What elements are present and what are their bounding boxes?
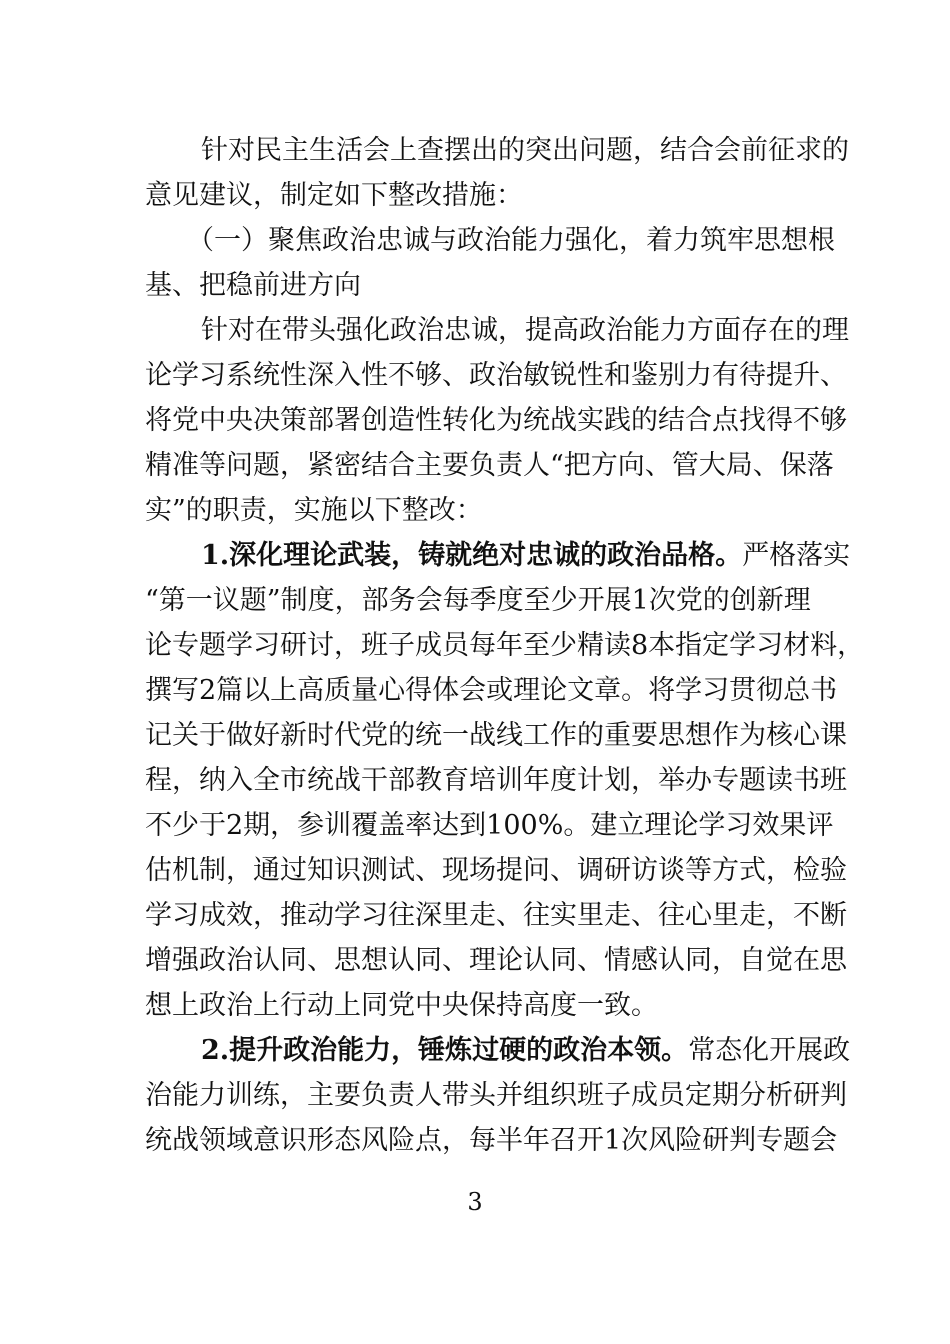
heading-line: （一）聚焦政治忠诚与政治能力强化，着力筑牢思想根 bbox=[187, 225, 835, 256]
document-body bbox=[145, 128, 865, 1163]
text-line: 撰写2篇以上高质量心得体会或理论文章。将学习贯彻总书 bbox=[145, 675, 838, 706]
text-line: “第一议题”制度，部务会每季度至少开展1次党的创新理 bbox=[145, 585, 811, 616]
section-heading bbox=[145, 218, 835, 308]
text-line: 论专题学习研讨，班子成员每年至少精读8本指定学习材料， bbox=[145, 630, 865, 661]
text-line: 不少于2期，参训覆盖率达到100%。建立理论学习效果评 bbox=[145, 810, 834, 841]
text-line: 针对民主生活会上查摆出的突出问题，结合会前征求的 bbox=[201, 135, 849, 166]
text-line: 统战领域意识形态风险点，每半年召开1次风险研判专题会 bbox=[145, 1125, 838, 1156]
measure-2-paragraph bbox=[145, 1028, 851, 1163]
text-line: 精准等问题，紧密结合主要负责人“把方向、管大局、保落 bbox=[145, 450, 834, 481]
text-line: 学习成效，推动学习往深里走、往实里走、往心里走，不断 bbox=[145, 900, 847, 931]
text-line: 实”的职责，实施以下整改： bbox=[145, 495, 483, 526]
text-span: 严格落实 bbox=[742, 540, 851, 571]
heading-line: 基、把稳前进方向 bbox=[145, 270, 361, 301]
text-line: 意见建议，制定如下整改措施： bbox=[145, 180, 523, 211]
page-number: 3 bbox=[467, 1188, 483, 1216]
text-line bbox=[145, 1028, 851, 1073]
intro-paragraph bbox=[145, 128, 849, 218]
text-line: 将党中央决策部署创造性转化为统战实践的结合点找得不够 bbox=[145, 405, 847, 436]
text-line: 增强政治认同、思想认同、理论认同、情感认同，自觉在思 bbox=[145, 945, 847, 976]
text-line: 针对在带头强化政治忠诚，提高政治能力方面存在的理 bbox=[201, 315, 849, 346]
text-line: 想上政治上行动上同党中央保持高度一致。 bbox=[145, 990, 658, 1021]
text-line: 程，纳入全市统战干部教育培训年度计划，举办专题读书班 bbox=[145, 765, 847, 796]
measure-title: 2.提升政治能力，锤炼过硬的政治本领。 bbox=[201, 1035, 689, 1066]
text-span: 常态化开展政 bbox=[688, 1035, 851, 1066]
measure-title: 1.深化理论武装，铸就绝对忠诚的政治品格。 bbox=[201, 540, 743, 571]
problem-paragraph bbox=[145, 308, 849, 533]
text-line bbox=[145, 533, 851, 578]
text-line: 估机制，通过知识测试、现场提问、调研访谈等方式，检验 bbox=[145, 855, 847, 886]
measure-1-paragraph bbox=[145, 533, 865, 1028]
text-line: 治能力训练，主要负责人带头并组织班子成员定期分析研判 bbox=[145, 1080, 847, 1111]
text-line: 论学习系统性深入性不够、政治敏锐性和鉴别力有待提升、 bbox=[145, 360, 847, 391]
text-line: 记关于做好新时代党的统一战线工作的重要思想作为核心课 bbox=[145, 720, 847, 751]
